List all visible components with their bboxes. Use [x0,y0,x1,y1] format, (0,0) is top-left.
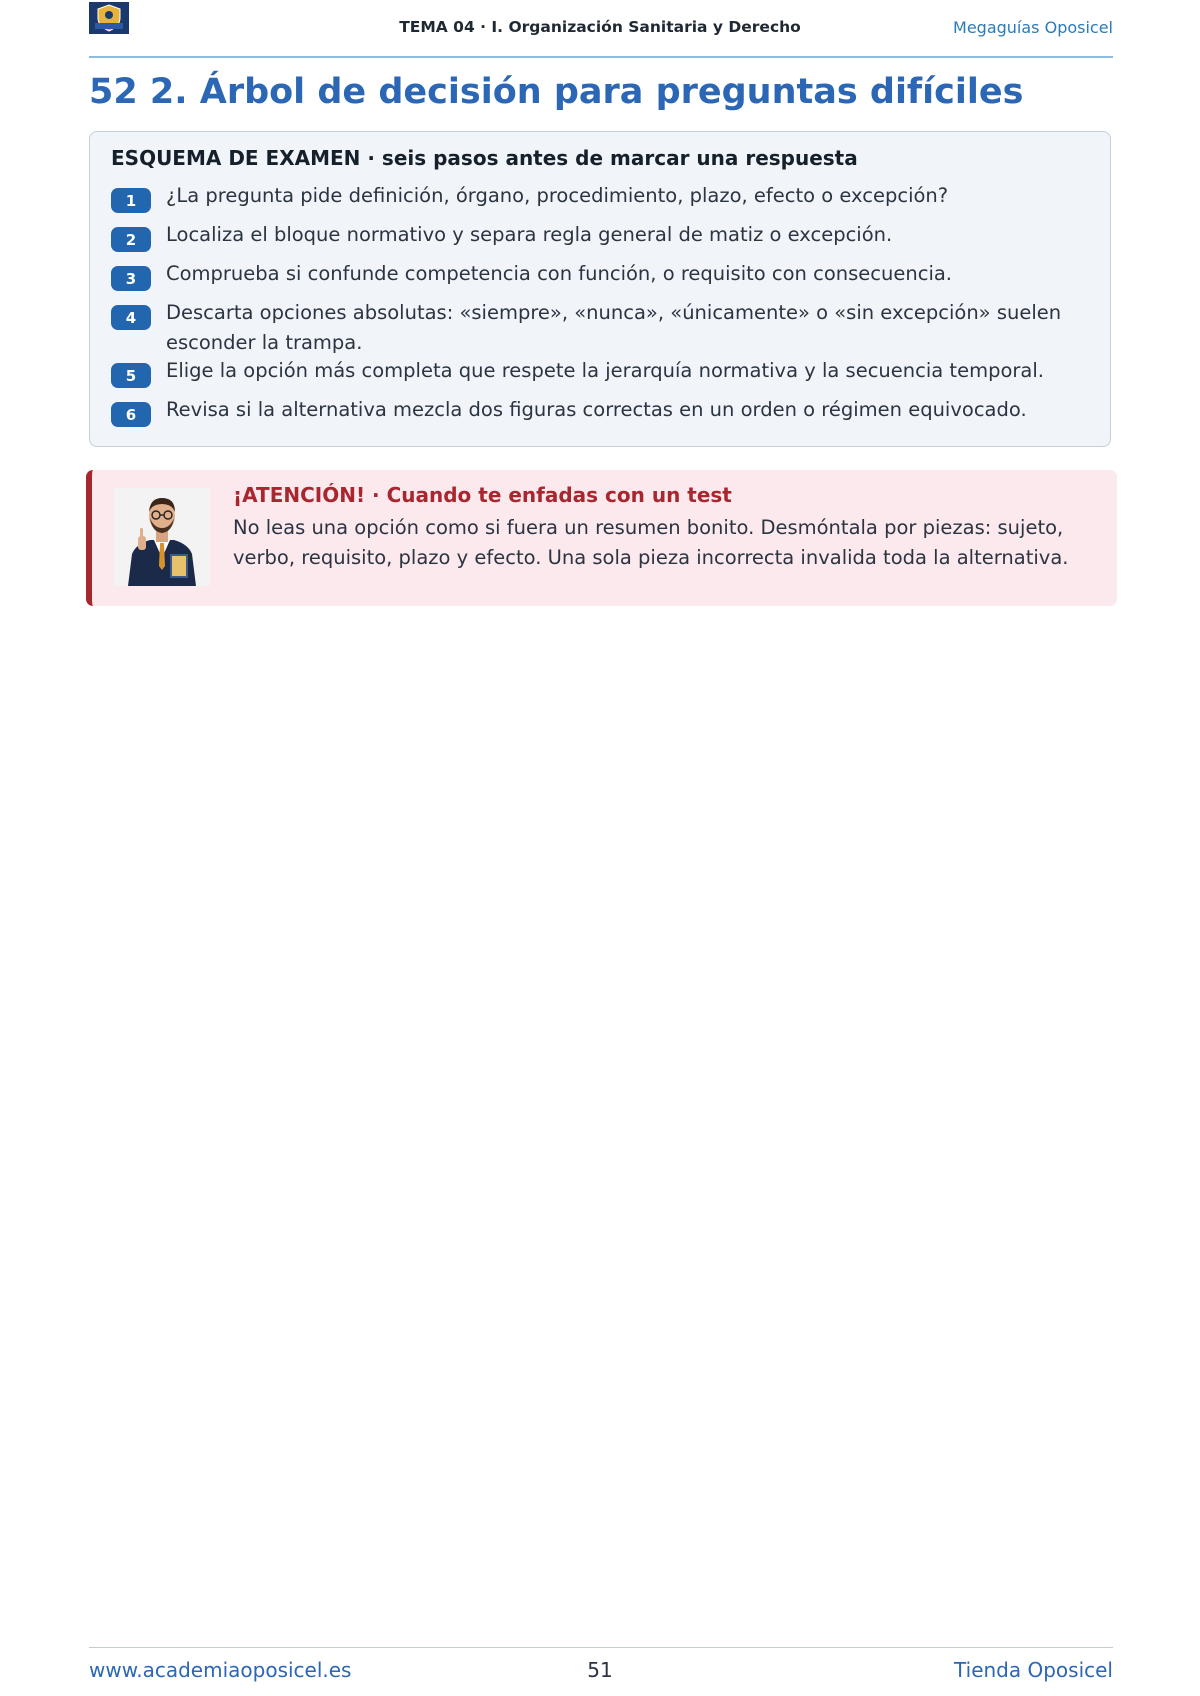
step-badge-5: 5 [111,363,151,388]
step-badge-4: 4 [111,305,151,330]
attention-callout [86,470,1117,606]
footer-divider [89,1647,1113,1648]
step-text-3: Comprueba si confunde competencia con función, o requisito con consecuencia. [166,262,953,285]
teacher-avatar-icon [114,488,210,586]
step-text-4: Descarta opciones absolutas: «siempre», «nunca», «únicamente» o «sin excepción» suelen esconder la trampa. [166,301,1062,354]
header-brand: Megaguías Oposicel [953,18,1113,37]
step-badge-6: 6 [111,402,151,427]
header-title: TEMA 04 · I. Organización Sanitaria y Derecho [399,18,801,36]
attention-title: ¡ATENCIÓN! · Cuando te enfadas con un test [233,483,732,507]
footer-store-link[interactable]: Tienda Oposicel [954,1658,1113,1682]
attention-text: No leas una opción como si fuera un resumen bonito. Desmóntala por piezas: sujeto, verbo, requisito, plazo y efecto. Una sola pieza incorrecta invalida toda la alternativa. [233,516,1069,569]
shield-logo-icon [89,2,129,34]
section-title: 52 2. Árbol de decisión para preguntas difíciles [89,72,1024,112]
exam-scheme-box [89,131,1111,447]
step-badge-1: 1 [111,188,151,213]
step-badge-3: 3 [111,266,151,291]
page-number: 51 [587,1658,613,1682]
step-text-6: Revisa si la alternativa mezcla dos figuras correctas en un orden o régimen equivocado. [166,398,1027,421]
step-badge-2: 2 [111,227,151,252]
header-divider [89,56,1113,58]
step-text-5: Elige la opción más completa que respete la jerarquía normativa y la secuencia temporal. [166,359,1044,382]
footer-website-link[interactable]: www.academiaoposicel.es [89,1658,352,1682]
step-text-1: ¿La pregunta pide definición, órgano, procedimiento, plazo, efecto o excepción? [166,184,949,207]
step-text-2: Localiza el bloque normativo y separa regla general de matiz o excepción. [166,223,893,246]
exam-scheme-title: ESQUEMA DE EXAMEN · seis pasos antes de marcar una respuesta [111,146,858,170]
oposicel-logo [89,2,129,34]
